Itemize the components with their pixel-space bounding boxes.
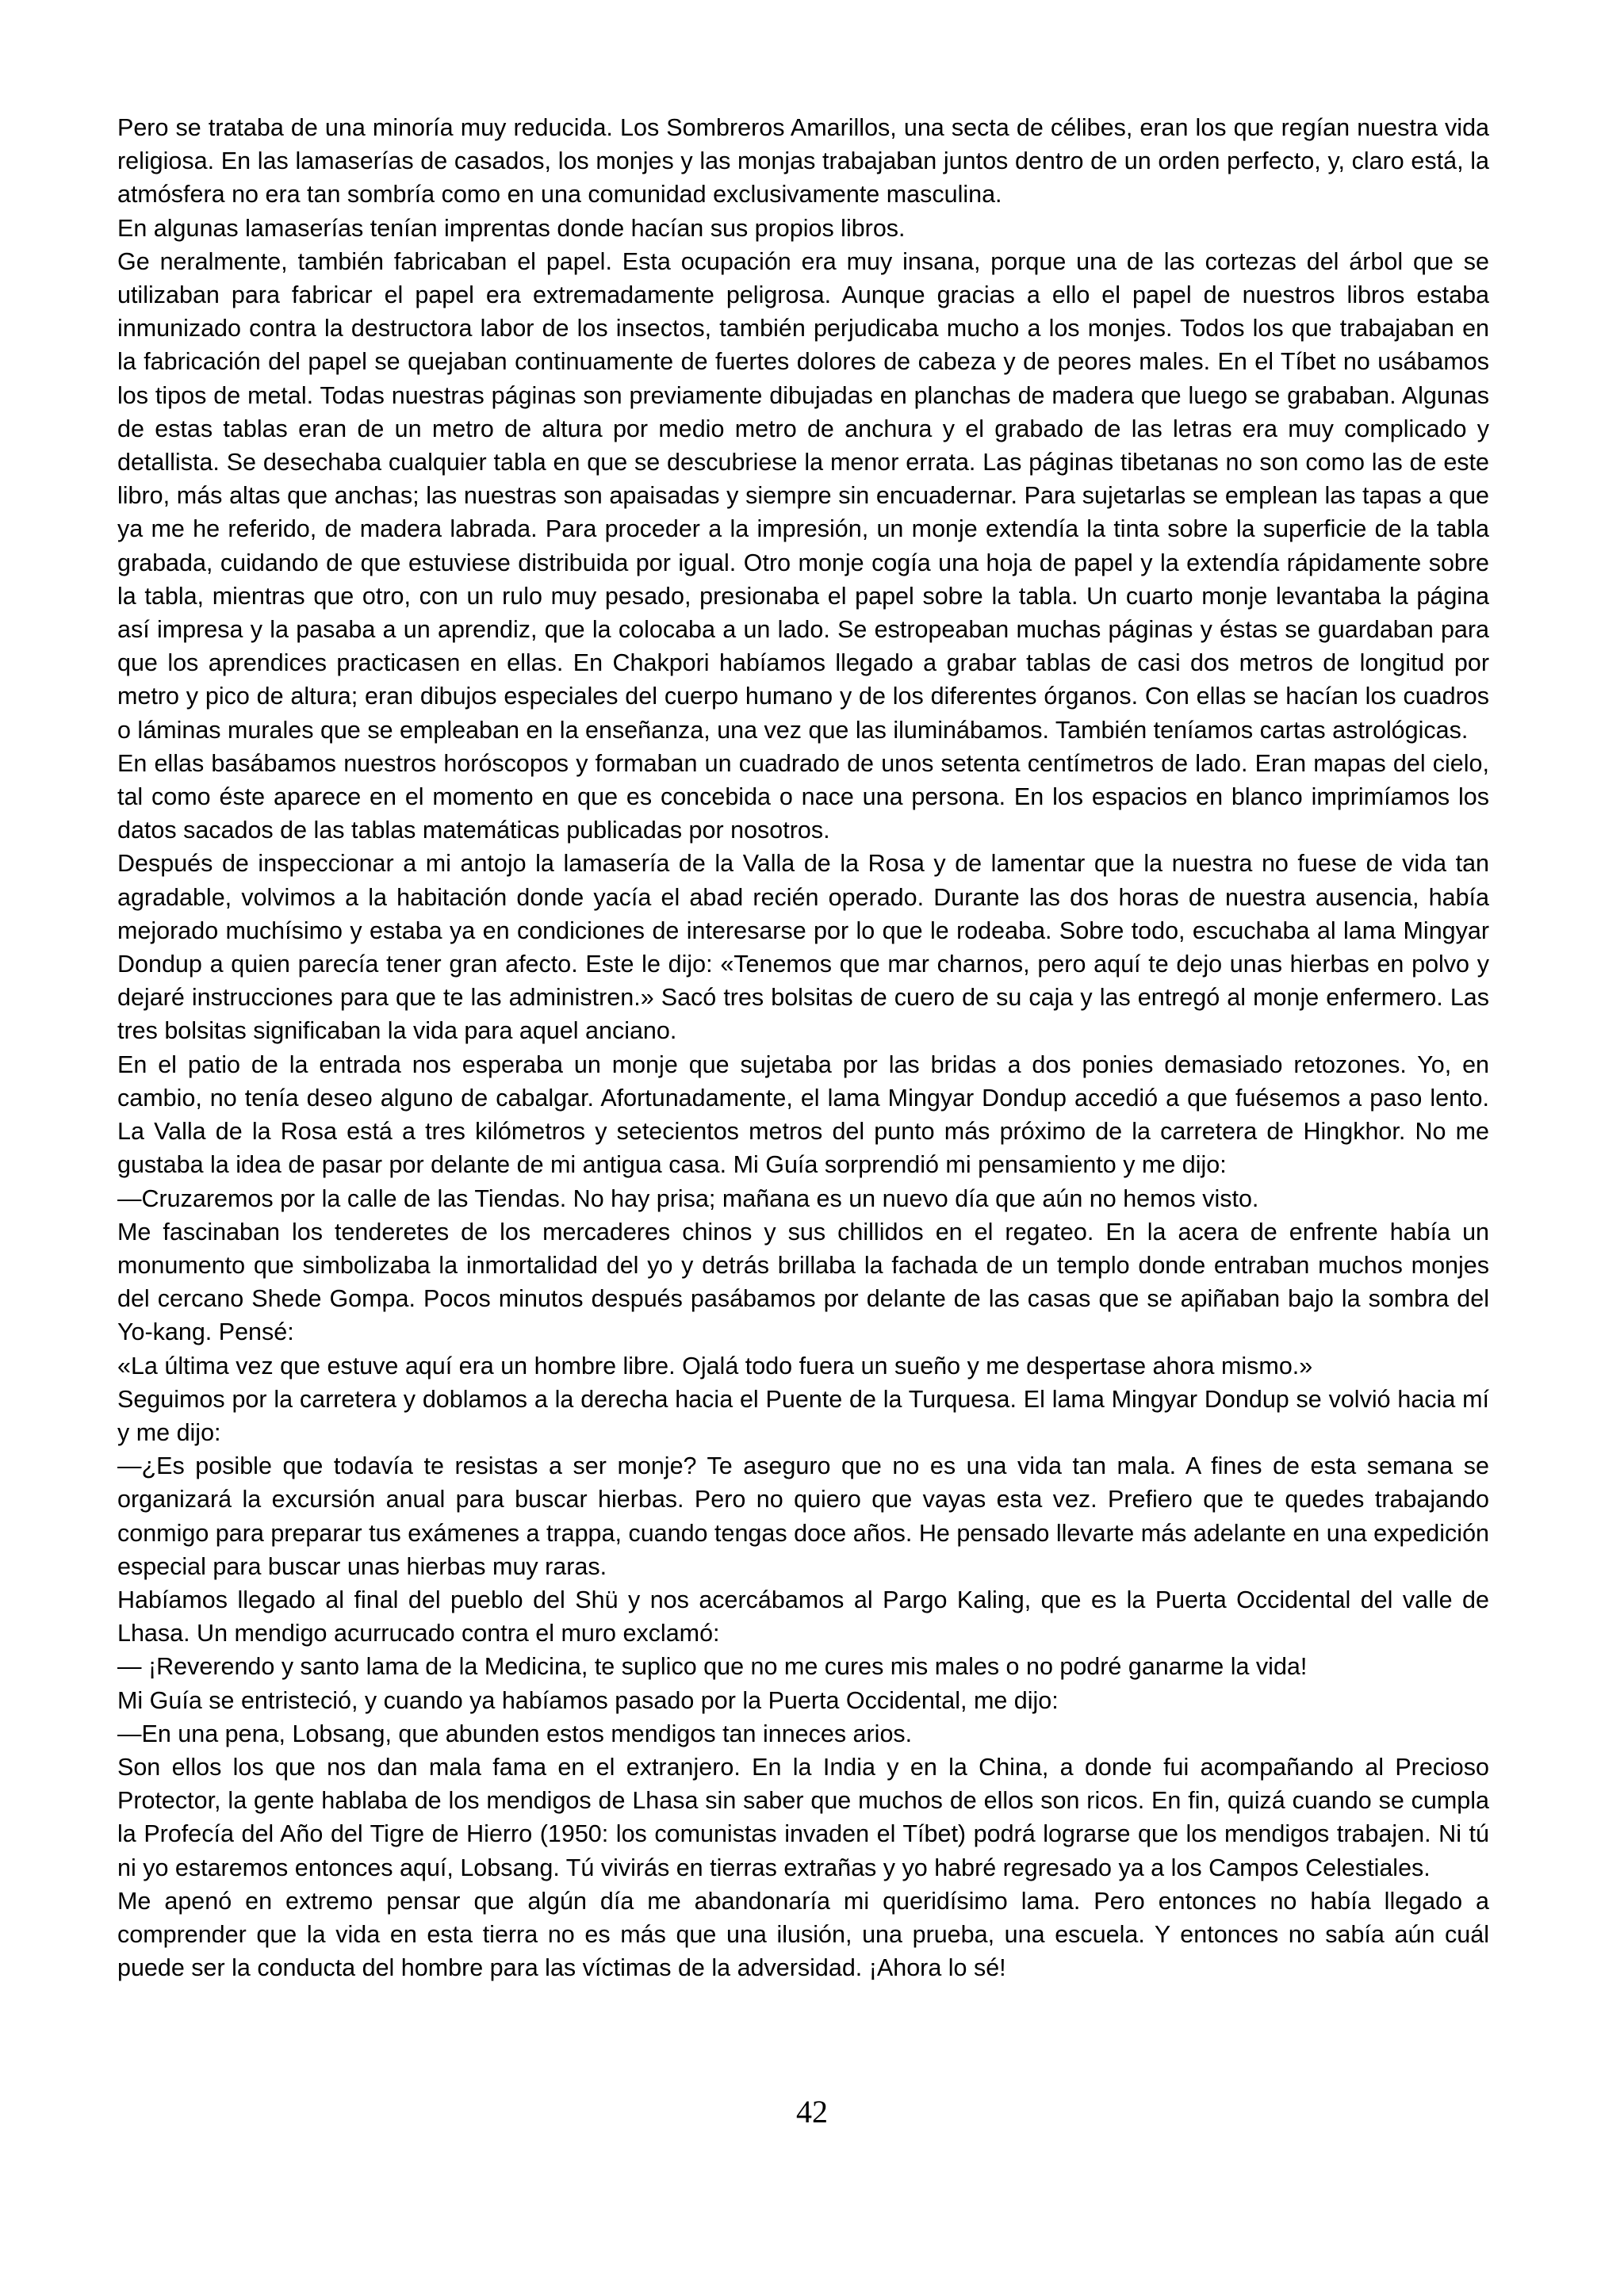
paragraph: En el patio de la entrada nos esperaba un monje que sujetaba por las bridas a dos ponies demasiado retozones. Yo, en cambio, no tenía deseo alguno de cabalgar. Afortunadamente, el lama Mingyar Dondup accedió a que fuésemos a paso lento. La Valla de la Rosa está a tres kilómetros y setecientos metros del punto más próximo de la carretera de Hingkhor. No me gustaba la idea de pasar por delante de mi antigua casa. Mi Guía sorprendió mi pensamiento y me dijo: [117,1050,1489,1179]
paragraph: — ¡Reverendo y santo lama de la Medicina, te suplico que no me cures mis males o no podré ganarme la vida! [117,1653,1308,1681]
paragraph: —En una pena, Lobsang, que abunden estos mendigos tan inneces arios. [117,1720,913,1747]
paragraph: —¿Es posible que todavía te resistas a ser monje? Te aseguro que no es una vida tan mala. A fines de esta semana se organizará la excursión anual para buscar hierbas. Pero no quiero que vayas esta vez. Prefiero que te quedes trabajando conmigo para preparar tus exámenes a trappa, cuando tengas doce años. He pensado llevarte más adelante en una expedición especial para buscar unas hierbas muy raras. [117,1452,1489,1580]
paragraph: En ellas basábamos nuestros horóscopos y formaban un cuadrado de unos setenta centímetros de lado. Eran mapas del cielo, tal como éste aparece en el momento en que es concebida o nace una persona. En los espacios en blanco imprimíamos los datos sacados de las tablas matemáticas publicadas por nosotros. [117,749,1489,844]
paragraph: Me fascinaban los tenderetes de los mercaderes chinos y sus chillidos en el regateo. En la acera de enfrente había un monumento que simbolizaba la inmortalidad del yo y detrás brillaba la fachada de un templo donde entraban muchos monjes del cercano Shede Gompa. Pocos minutos después pasábamos por delante de las casas que se apiñaban bajo la sombra del Yo-kang. Pensé: [117,1218,1489,1346]
paragraph: Seguimos por la carretera y doblamos a la derecha hacia el Puente de la Turquesa. El lama Mingyar Dondup se volvió hacia mí y me dijo: [117,1385,1489,1446]
paragraph: Son ellos los que nos dan mala fama en el extranjero. En la India y en la China, a donde fui acompañando al Precioso Protector, la gente hablaba de los mendigos de Lhasa sin saber que muchos de ellos son ricos. En fin, quizá cuando se cumpla la Profecía del Año del Tigre de Hierro (1950: los comunistas invaden el Tíbet) podrá lograrse que los mendigos trabajen. Ni tú ni yo estaremos entonces aquí, Lobsang. Tú vivirás en tierras extrañas y yo habré regresado ya a los Campos Celestiales. [117,1753,1489,1881]
paragraph: Habíamos llegado al final del pueblo del Shü y nos acercábamos al Pargo Kaling, que es la Puerta Occidental del valle de Lhasa. Un mendigo acurrucado contra el muro exclamó: [117,1586,1489,1647]
paragraph: Ge neralmente, también fabricaban el papel. Esta ocupación era muy insana, porque una de las cortezas del árbol que se utilizaban para fabricar el papel era extremadamente peligrosa. Aunque gracias a ello el papel de nuestros libros estaba inmunizado contra la destructora labor de los insectos, también perjudicaba mucho a los monjes. Todos los que trabajaban en la fabricación del papel se quejaban continuamente de fuertes dolores de cabeza y de peores males. En el Tíbet no usábamos los tipos de metal. Todas nuestras páginas son previamente dibujadas en planchas de madera que luego se grababan. Algunas de estas tablas eran de un metro de altura por medio metro de anchura y el grabado de las letras era muy complicado y detallista. Se desechaba cualquier tabla en que se descubriese la menor errata. Las páginas tibetanas no son como las de este libro, más altas que anchas; las nuestras son apaisadas y siempre sin encuadernar. Para sujetarlas se emplean las tapas a que ya me he referido, de madera labrada. Para proceder a la impresión, un monje extendía la tinta sobre la superficie de la tabla grabada, cuidando de que estuviese distribuida por igual. Otro monje cogía una hoja de papel y la extendía rápidamente sobre la tabla, mientras que otro, con un rulo muy pesado, presionaba el papel sobre la tabla. Un cuarto monje levantaba la página así impresa y la pasaba a un aprendiz, que la colocaba a un lado. Se estropeaban muchas páginas y éstas se guardaban para que los aprendices practicasen en ellas. En Chakpori habíamos llegado a grabar tablas de casi dos metros de longitud por metro y pico de altura; eran dibujos especiales del cuerpo humano y de los diferentes órganos. Con ellas se hacían los cuadros o láminas murales que se empleaban en la enseñanza, una vez que las iluminábamos. También teníamos cartas astrológicas. [117,247,1489,744]
paragraph: Me apenó en extremo pensar que algún día me abandonaría mi queridísimo lama. Pero entonces no había llegado a comprender que la vida en esta tierra no es más que una ilusión, una prueba, una escuela. Y entonces no sabía aún cuál puede ser la conducta del hombre para las víctimas de la adversidad. ¡Ahora lo sé! [117,1887,1489,1982]
paragraph: En algunas lamaserías tenían imprentas donde hacían sus propios libros. [117,214,906,242]
paragraph: Mi Guía se entristeció, y cuando ya habíamos pasado por la Puerta Occidental, me dijo: [117,1686,1059,1714]
body-text [117,111,1489,1984]
paragraph: Pero se trataba de una minoría muy reducida. Los Sombreros Amarillos, una secta de célibes, eran los que regían nuestra vida religiosa. En las lamaserías de casados, los monjes y las monjas trabajaban juntos dentro de un orden perfecto, y, claro está, la atmósfera no era tan sombría como en una comunidad exclusivamente masculina. [117,114,1489,209]
paragraph: «La última vez que estuve aquí era un hombre libre. Ojalá todo fuera un sueño y me despertase ahora mismo.» [117,1352,1313,1380]
page-number: 42 [796,2094,828,2130]
paragraph: —Cruzaremos por la calle de las Tiendas. No hay prisa; mañana es un nuevo día que aún no hemos visto. [117,1184,1259,1212]
paragraph: Después de inspeccionar a mi antojo la lamasería de la Valla de la Rosa y de lamentar que la nuestra no fuese de vida tan agradable, volvimos a la habitación donde yacía el abad recién operado. Durante las dos horas de nuestra ausencia, había mejorado muchísimo y estaba ya en condiciones de interesarse por lo que le rodeaba. Sobre todo, escuchaba al lama Mingyar Dondup a quien parecía tener gran afecto. Este le dijo: «Tenemos que mar charnos, pero aquí te dejo unas hierbas en polvo y dejaré instrucciones para que te las administren.» Sacó tres bolsitas de cuero de su caja y las entregó al monje enfermero. Las tres bolsitas significaban la vida para aquel anciano. [117,850,1489,1045]
